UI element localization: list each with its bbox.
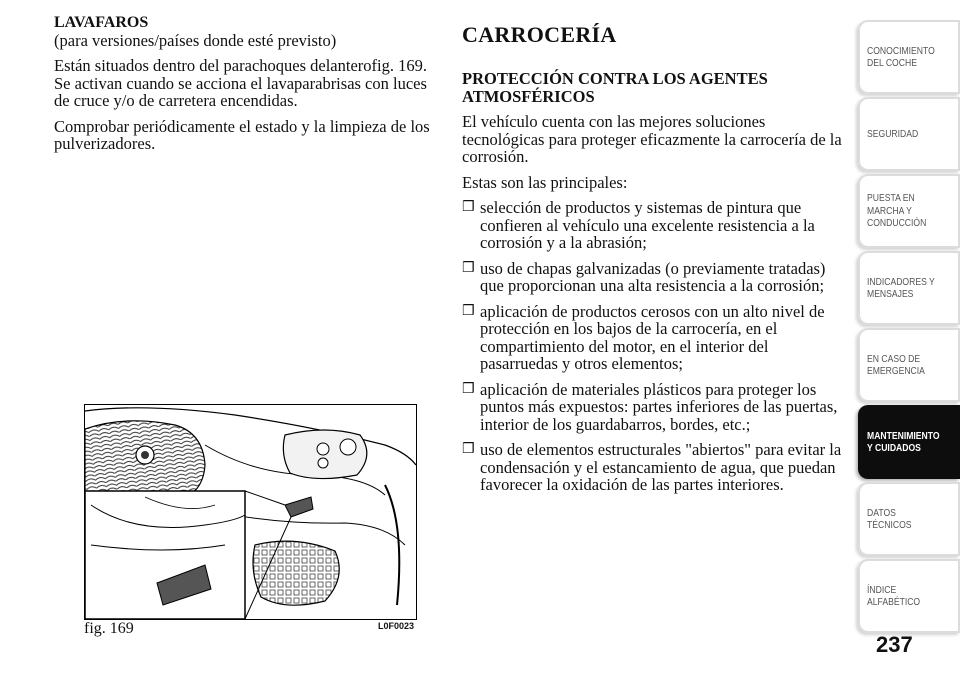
tab-conocimiento-del-coche[interactable]	[858, 20, 960, 94]
checkbox-bullet-icon: ❒	[462, 199, 475, 215]
paragraph: El vehículo cuenta con las mejores soluciones tecnológicas para proteger eficazmente la carrocería de la corrosión.	[462, 112, 842, 166]
right-column	[462, 14, 848, 502]
tab-en-caso-de-emergencia[interactable]	[858, 328, 960, 402]
tab-label: DATOS TÉCNICOS	[867, 506, 912, 531]
section-heading-lavafaros: LAVAFAROS	[54, 14, 149, 31]
tab-label: INDICADORES Y MENSAJES	[867, 275, 935, 300]
list-item	[462, 199, 848, 252]
tab-label: MANTENIMIENTO Y CUIDADOS	[867, 429, 940, 454]
chapter-tabs	[858, 20, 960, 636]
protection-list	[462, 199, 848, 494]
figure-headlamp-washer	[84, 404, 417, 620]
section-title-carroceria: CARROCERÍA	[462, 22, 617, 47]
paragraph: Estas son las principales:	[462, 172, 628, 192]
list-item-text: aplicación de materiales plásticos para proteger los puntos más expuestos: partes inferiores de las puertas, interior de los guardabarros, bordes, etc.;	[480, 379, 838, 434]
tab-seguridad[interactable]	[858, 97, 960, 171]
list-item	[462, 441, 848, 494]
tab-label: PUESTA EN MARCHA Y CONDUCCIÓN	[867, 192, 927, 230]
checkbox-bullet-icon: ❒	[462, 302, 475, 319]
figure-code: L0F0023	[378, 621, 415, 631]
tab-label: CONOCIMIENTO DEL COCHE	[867, 44, 935, 69]
list-item	[462, 381, 848, 434]
paragraph: Están situados dentro del parachoques delanterofig. 169. Se activan cuando se acciona el lavaparabrisas con luces de cruce y/o de carretera encendidas.	[54, 56, 427, 110]
list-item-text: aplicación de productos cerosos con un alto nivel de protección en los bajos de la carrocería, en el compartimiento del motor, en el interior del pasarruedas y otros elementos;	[480, 301, 825, 373]
paragraph: Comprobar periódicamente el estado y la limpieza de los pulverizadores.	[54, 116, 430, 153]
section-subheading: (para versiones/países donde esté previsto)	[54, 30, 337, 50]
tab-indicadores-y-mensajes[interactable]	[858, 251, 960, 325]
figure-caption: fig. 169	[84, 620, 134, 637]
list-item-text: selección de productos y sistemas de pintura que confieren al vehículo una excelente resistencia a la corrosión y a la abrasión;	[480, 198, 815, 252]
checkbox-bullet-icon: ❒	[462, 441, 475, 457]
checkbox-bullet-icon: ❒	[462, 259, 475, 276]
list-item-text: uso de chapas galvanizadas (o previamente tratadas) que proporcionan una alta resistencia a la corrosión;	[480, 258, 826, 295]
tab-datos-tecnicos[interactable]	[858, 482, 960, 556]
left-column	[54, 14, 438, 161]
car-front-illustration	[85, 405, 416, 619]
list-item	[462, 260, 848, 295]
tab-label: SEGURIDAD	[867, 127, 919, 140]
tab-mantenimiento-y-cuidados[interactable]	[858, 405, 960, 479]
tab-label: EN CASO DE EMERGENCIA	[867, 352, 925, 377]
list-item-text: uso de elementos estructurales "abiertos" para evitar la condensación y el estancamiento de agua, que puedan favorecer la oxidación de las partes interiores.	[480, 440, 842, 494]
page-number: 237	[876, 632, 913, 657]
subsection-title: PROTECCIÓN CONTRA LOS AGENTES ATMOSFÉRICOS	[462, 69, 768, 106]
list-item	[462, 303, 848, 373]
tab-puesta-en-marcha[interactable]	[858, 174, 960, 248]
tab-label: ÍNDICE ALFABÉTICO	[867, 583, 921, 608]
checkbox-bullet-icon: ❒	[462, 380, 475, 397]
tab-indice-alfabetico[interactable]	[858, 559, 960, 633]
